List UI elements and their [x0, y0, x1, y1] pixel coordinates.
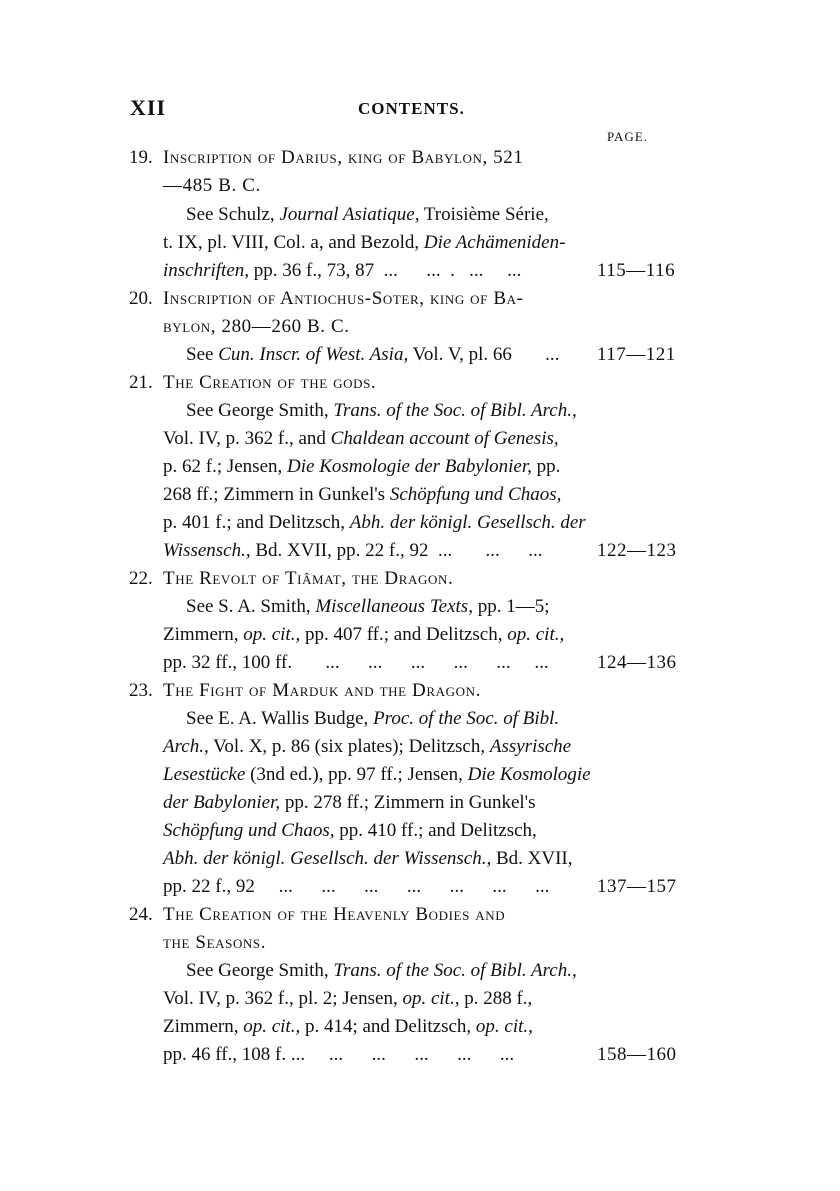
- entry-page-range: 115—116: [597, 260, 676, 281]
- page-number-roman: XII: [130, 95, 167, 120]
- page-column-label: PAGE.: [607, 129, 649, 144]
- entry-reference: Zimmern, op. cit., p. 414; and Delitzsch, op. cit.,: [163, 1016, 533, 1037]
- entry-page-range: 117—121: [597, 344, 676, 365]
- entry-title: Inscription of Antiochus-Soter, king of Ba-: [163, 288, 524, 309]
- entry-reference: Abh. der königl. Gesellsch. der Wissensch., Bd. XVII,: [163, 848, 573, 869]
- entry-number: 22.: [129, 568, 153, 589]
- entry-reference: t. IX, pl. VIII, Col. a, and Bezold, Die Achämeniden-: [163, 232, 566, 253]
- entry-reference: See George Smith, Trans. of the Soc. of Bibl. Arch.,: [186, 960, 577, 981]
- entry-title: The Revolt of Tiâmat, the Dragon.: [163, 568, 454, 589]
- entry-title: Inscription of Darius, king of Babylon, 521: [163, 147, 524, 168]
- entry-reference: 268 ff.; Zimmern in Gunkel's Schöpfung und Chaos,: [163, 484, 562, 505]
- entry-reference: pp. 46 ff., 108 f. ... ... ... ... ... ...: [163, 1044, 515, 1065]
- entry-reference: Schöpfung und Chaos, pp. 410 ff.; and Delitzsch,: [163, 820, 537, 841]
- entry-reference: p. 62 f.; Jensen, Die Kosmologie der Babylonier, pp.: [163, 456, 561, 477]
- entry-reference: Zimmern, op. cit., pp. 407 ff.; and Delitzsch, op. cit.,: [163, 624, 565, 645]
- entry-reference: der Babylonier, pp. 278 ff.; Zimmern in Gunkel's: [163, 792, 536, 813]
- entry-reference: Vol. IV, p. 362 f., pl. 2; Jensen, op. cit., p. 288 f.,: [163, 988, 533, 1009]
- entry-title: the Seasons.: [163, 932, 267, 953]
- entry-reference: Vol. IV, p. 362 f., and Chaldean account of Genesis,: [163, 428, 559, 449]
- entry-title: bylon, 280—260 B. C.: [163, 316, 350, 337]
- entry-title: The Creation of the gods.: [163, 372, 377, 393]
- entry-reference: p. 401 f.; and Delitzsch, Abh. der königl. Gesellsch. der: [163, 512, 586, 533]
- entry-reference: Lesestücke (3nd ed.), pp. 97 ff.; Jensen, Die Kosmologie: [163, 764, 591, 785]
- entry-number: 23.: [129, 680, 153, 701]
- entry-number: 21.: [129, 372, 153, 393]
- entry-reference: Arch., Vol. X, p. 86 (six plates); Delitzsch, Assyrische: [163, 736, 572, 757]
- entry-reference: pp. 22 f., 92 ... ... ... ... ... ... ...: [163, 876, 550, 897]
- entry-reference: See S. A. Smith, Miscellaneous Texts, pp. 1—5;: [186, 596, 550, 617]
- entry-reference: See George Smith, Trans. of the Soc. of Bibl. Arch.,: [186, 400, 577, 421]
- entry-page-range: 137—157: [597, 876, 677, 897]
- entry-number: 24.: [129, 904, 153, 925]
- entry-reference: See E. A. Wallis Budge, Proc. of the Soc. of Bibl.: [186, 708, 560, 729]
- entry-reference: pp. 32 ff., 100 ff. ... ... ... ... ... ...: [163, 652, 549, 673]
- entry-reference: Wissensch., Bd. XVII, pp. 22 f., 92 ... ... ...: [163, 540, 543, 561]
- entry-reference: See Cun. Inscr. of West. Asia, Vol. V, pl. 66 ...: [186, 344, 560, 365]
- entry-reference: inschriften, pp. 36 f., 73, 87 ... ... . ... ...: [163, 260, 522, 281]
- entry-title: The Fight of Marduk and the Dragon.: [163, 680, 481, 701]
- page-title: CONTENTS.: [358, 99, 465, 118]
- entry-page-range: 158—160: [597, 1044, 677, 1065]
- entry-page-range: 124—136: [597, 652, 677, 673]
- entry-number: 19.: [129, 147, 153, 168]
- entry-reference: See Schulz, Journal Asiatique, Troisième Série,: [186, 204, 549, 225]
- entry-title: The Creation of the Heavenly Bodies and: [163, 904, 506, 925]
- entry-page-range: 122—123: [597, 540, 677, 561]
- entry-number: 20.: [129, 288, 153, 309]
- entry-title: —485 B. C.: [163, 175, 261, 196]
